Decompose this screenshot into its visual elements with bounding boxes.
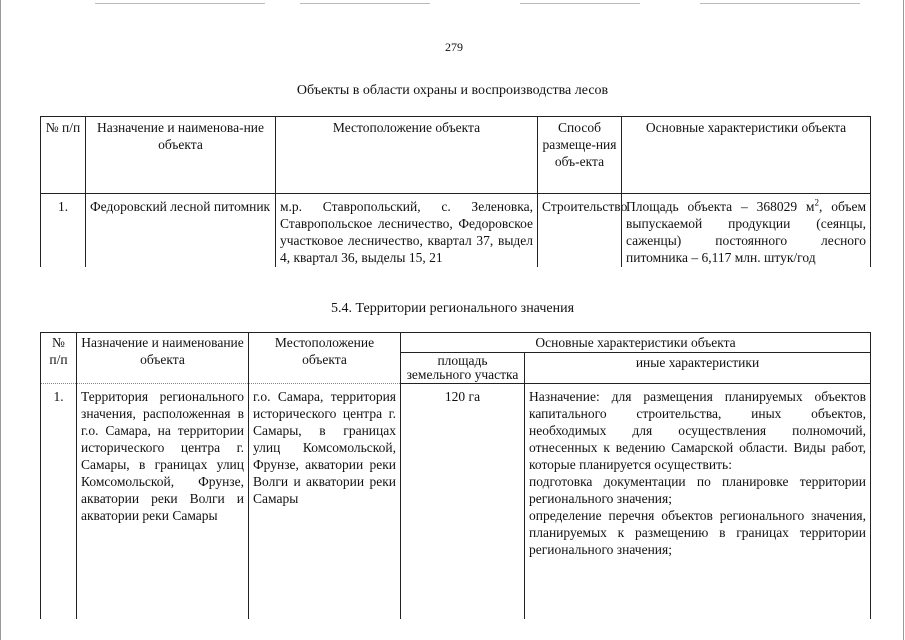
cell-method: Строительство: [538, 194, 622, 268]
regional-territories-table: [40, 332, 871, 619]
page-number: 279: [445, 40, 463, 54]
header-location: Местоположение объекта: [276, 117, 538, 194]
cell-name: Территория регионального значения, расположенная в г.о. Самара, на территории исторического центра г. Самары, в границах улиц Комсомольской, Фрунзе, акватории реки Волги и акватории реки Самары: [77, 384, 249, 620]
header-method: Способ размеще-ния объ-екта: [538, 117, 622, 194]
header-num: № п/п: [41, 333, 77, 384]
cell-other: [525, 384, 871, 620]
table-row: [41, 384, 871, 620]
cell-characteristics: Площадь объекта – 368029 $м^2$, объем выпускаемой продукции (сеянцы, саженцы) постоянного лесного питомника – 6,117 млн. штук/год: [622, 194, 871, 268]
header-characteristics: Основные характеристики объекта: [401, 333, 871, 353]
header-other: иные характеристики: [525, 353, 871, 384]
other-paragraph-2: подготовка документации по планировке территории регионального значения;: [529, 474, 866, 506]
header-num: № п/п: [41, 117, 86, 194]
header-name: Назначение и наименование объекта: [77, 333, 249, 384]
other-paragraph-3: определение перечня объектов регионального значения, планируемых к размещению в границах территории регионального значения;: [529, 508, 866, 557]
cell-num: 1.: [41, 194, 86, 268]
table-header-row: [41, 333, 871, 353]
section-title-forests: Объекты в области охраны и воспроизводства лесов: [296, 83, 609, 98]
other-paragraph-1: Назначение: для размещения планируемых объектов капитального строительства, иных объектов, необходимых для осуществления полномочий, отнесенных к ведению Самарской области. Виды работ, которые планируется осуществить:: [529, 389, 866, 472]
header-name: Назначение и наименова-ние объекта: [86, 117, 276, 194]
header-location: Местоположение объекта: [249, 333, 401, 384]
table-header-row: [41, 117, 871, 194]
header-area: площадь земельного участка: [401, 353, 525, 384]
forest-objects-table: [40, 116, 871, 267]
scan-artifact-top: [0, 0, 905, 8]
table-row: [41, 194, 871, 268]
header-characteristics: Основные характеристики объекта: [622, 117, 871, 194]
cell-name: Федоровский лесной питомник: [86, 194, 276, 268]
cell-location: м.р. Ставропольский, с. Зеленовка, Ставропольское лесничество, Федоровское участковое лесничество, квартал 37, выдел 4, квартал 36, выделы 15, 21: [276, 194, 538, 268]
section-title-regional: 5.4. Территории регионального значения: [330, 301, 575, 316]
cell-num: 1.: [41, 384, 77, 620]
cell-location: г.о. Самара, территория исторического центра г. Самары, в границах улиц Комсомольской, Фрунзе, акватории реки Волги и акватории реки Самары: [249, 384, 401, 620]
cell-area: 120 га: [401, 384, 525, 620]
